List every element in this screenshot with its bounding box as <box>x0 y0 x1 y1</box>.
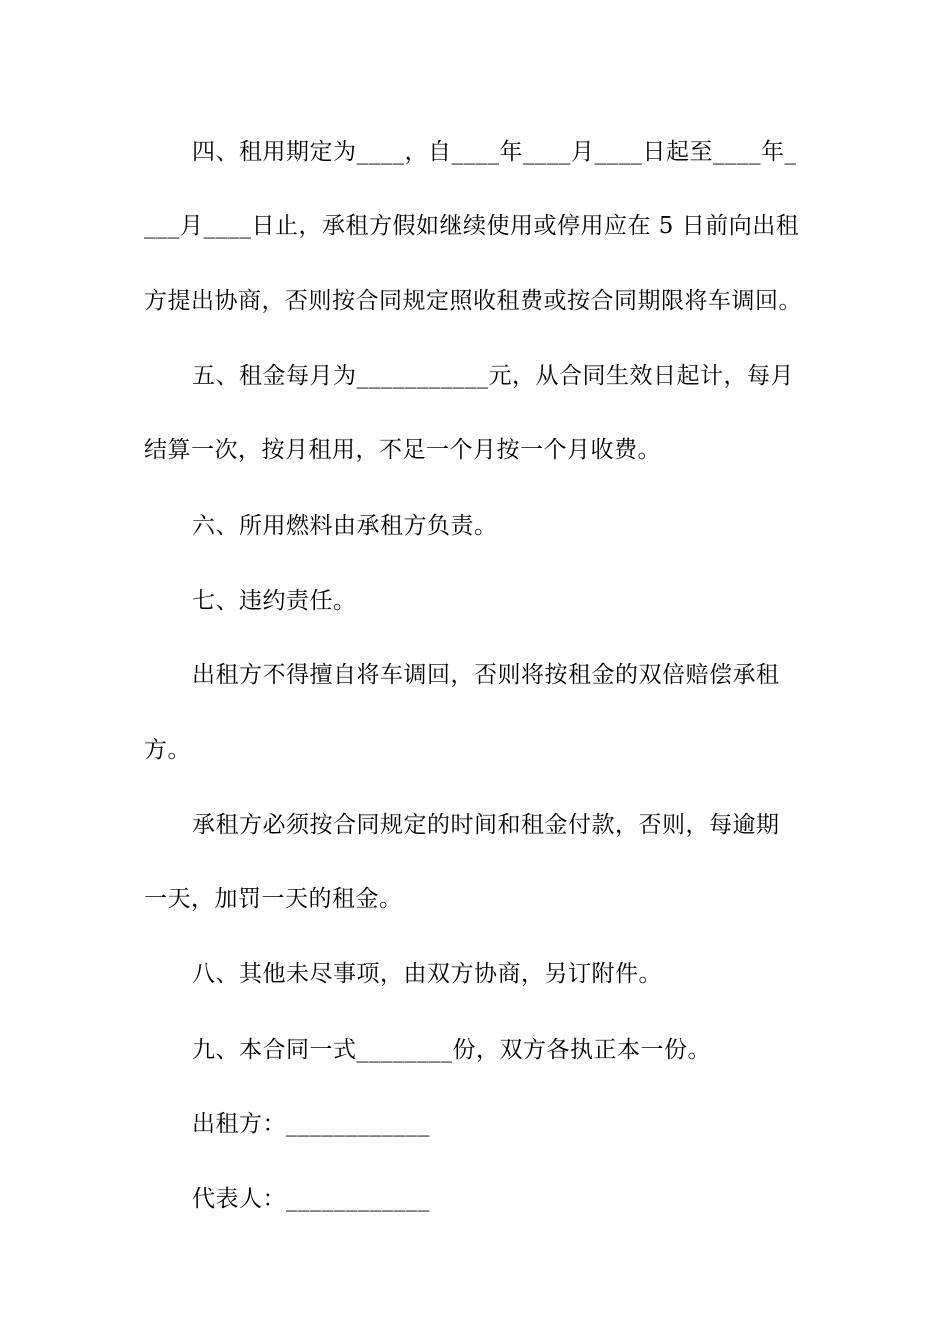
clause-9: 九、本合同一式________份，双方各执正本一份。 <box>192 1037 711 1063</box>
clause-7-para-1-line-2: 方。 <box>144 737 191 763</box>
clause-8: 八、其他未尽事项，由双方协商，另订附件。 <box>192 961 662 987</box>
clause-4-line-1: 四、租用期定为____，自____年____月____日起至____年_ <box>192 139 797 165</box>
clause-5-line-2: 结算一次，按月租用，不足一个月按一个月收费。 <box>144 437 661 463</box>
lessor-signature-line: 出租方：____________ <box>192 1111 430 1137</box>
representative-signature-line: 代表人：____________ <box>192 1186 430 1212</box>
clause-4-line-2: ___月____日止，承租方假如继续使用或停用应在 5 日前向出租 <box>144 213 800 239</box>
clause-4-line-3: 方提出协商，否则按合同规定照收租费或按合同期限将车调回。 <box>144 288 802 314</box>
clause-7-para-2-line-2: 一天，加罚一天的租金。 <box>144 886 403 912</box>
clause-6: 六、所用燃料由承租方负责。 <box>192 513 498 539</box>
clause-5-line-1: 五、租金每月为___________元，从合同生效日起计，每月 <box>192 363 794 389</box>
clause-7-heading: 七、违约责任。 <box>192 588 357 614</box>
clause-7-para-2-line-1: 承租方必须按合同规定的时间和租金付款，否则，每逾期 <box>192 812 780 838</box>
clause-7-para-1-line-1: 出租方不得擅自将车调回，否则将按租金的双倍赔偿承租 <box>192 662 780 688</box>
